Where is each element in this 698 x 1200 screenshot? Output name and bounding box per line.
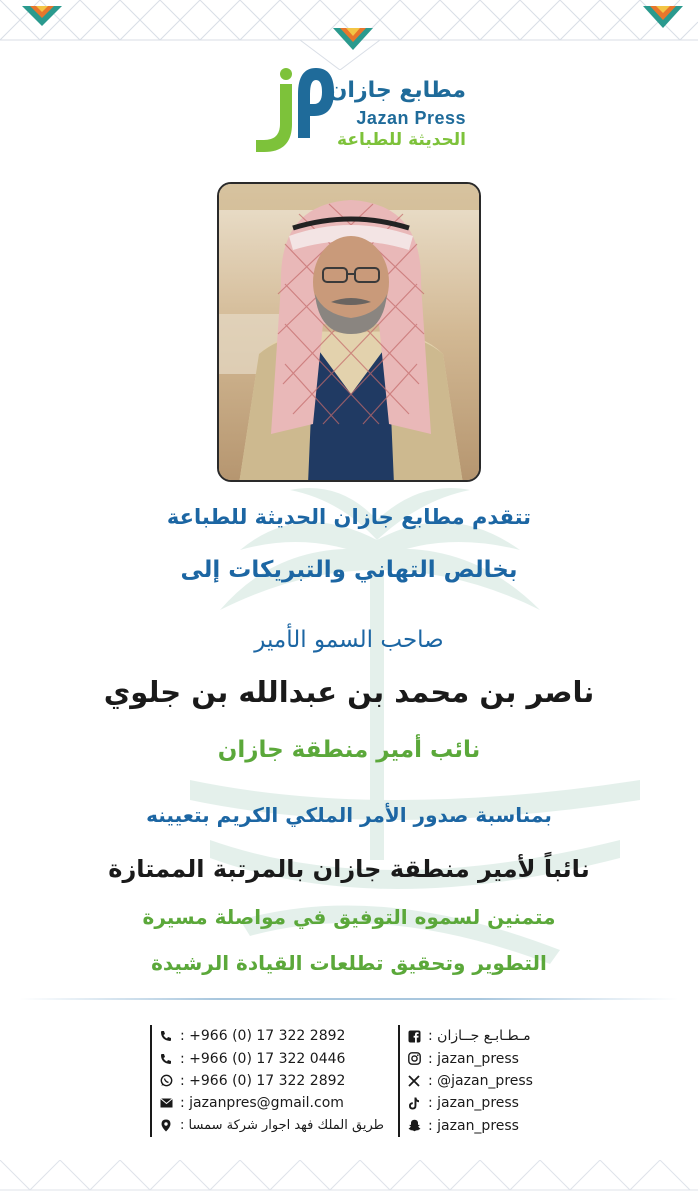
message-line-6: بمناسبة صدور الأمر الملكي الكريم بتعيينه xyxy=(146,803,552,827)
social-x[interactable] xyxy=(400,1070,558,1092)
contact-phone-1[interactable] xyxy=(152,1025,375,1047)
social-facebook-text: : مـطـابـع جــازان xyxy=(428,1028,531,1045)
message-line-8: متمنين لسموه التوفيق في مواصلة مسيرة xyxy=(142,905,556,929)
portrait-photo xyxy=(217,182,481,482)
contact-whatsapp[interactable] xyxy=(152,1070,375,1092)
social-snapchat[interactable] xyxy=(400,1115,558,1137)
jazan-press-logo xyxy=(236,64,466,164)
social-instagram-text: : jazan_press xyxy=(428,1050,519,1067)
location-icon xyxy=(158,1118,174,1134)
social-facebook[interactable] xyxy=(400,1025,558,1047)
contact-email[interactable] xyxy=(152,1092,375,1114)
footer-divider xyxy=(20,998,678,1000)
phone-icon xyxy=(158,1051,174,1067)
x-icon xyxy=(406,1073,422,1089)
message-line-9: التطوير وتحقيق تطلعات القيادة الرشيدة xyxy=(151,951,547,975)
facebook-icon xyxy=(406,1028,422,1044)
message-line-3: صاحب السمو الأمير xyxy=(254,627,444,653)
snapchat-icon xyxy=(406,1118,422,1134)
top-right-triangle-icon xyxy=(643,6,683,28)
instagram-icon xyxy=(406,1051,422,1067)
social-tiktok-text: : jazan_press xyxy=(428,1095,519,1112)
message-line-1: تتقدم مطابع جازان الحديثة للطباعة xyxy=(166,505,532,529)
contact-phone-1-text: : +966 (0) 17 322 2892 xyxy=(180,1028,346,1045)
social-x-text: : @jazan_press xyxy=(428,1072,533,1089)
portrait-illustration xyxy=(219,184,481,482)
contact-info-list xyxy=(150,1025,384,1137)
contact-email-text: : jazanpres@gmail.com xyxy=(180,1095,344,1112)
phone-icon xyxy=(158,1028,174,1044)
top-decorative-pattern xyxy=(0,0,698,70)
mail-icon xyxy=(158,1095,174,1111)
social-tiktok[interactable] xyxy=(400,1092,558,1114)
tiktok-icon xyxy=(406,1095,422,1111)
message-line-7: نائباً لأمير منطقة جازان بالمرتبة الممتازة xyxy=(108,855,590,883)
contact-phone-2-text: : +966 (0) 17 322 0446 xyxy=(180,1050,346,1067)
contact-address xyxy=(152,1115,384,1137)
contact-address-text: طريق الملك فهد اجوار شركة سمسا : xyxy=(180,1118,384,1134)
message-line-2: بخالص التهاني والتبريكات إلى xyxy=(180,557,518,583)
social-instagram[interactable] xyxy=(400,1047,558,1069)
logo-english-name: Jazan Press xyxy=(356,108,466,128)
logo-arabic-name: مطابع جازان xyxy=(328,78,466,103)
logo-arabic-subtitle: الحديثة للطباعة xyxy=(337,130,466,150)
top-center-triangle-icon xyxy=(333,28,373,50)
social-snapchat-text: : jazan_press xyxy=(428,1117,519,1134)
whatsapp-icon xyxy=(158,1073,174,1089)
social-media-list xyxy=(398,1025,558,1137)
bottom-decorative-pattern xyxy=(0,1160,698,1200)
jp-logo-mark-icon xyxy=(236,64,336,164)
contact-phone-2[interactable] xyxy=(152,1047,375,1069)
honoree-title: نائب أمير منطقة جازان xyxy=(217,737,481,763)
honoree-name: ناصر بن محمد بن عبدالله بن جلوي xyxy=(103,675,595,709)
contact-whatsapp-text: : +966 (0) 17 322 2892 xyxy=(180,1072,346,1089)
